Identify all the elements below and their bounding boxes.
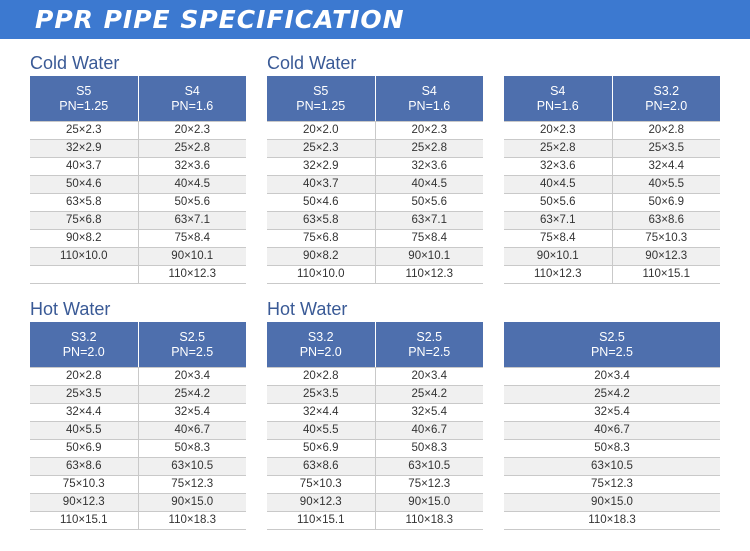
table-row (504, 194, 720, 212)
table-cell: 25×3.5 (303, 388, 339, 400)
table-row (30, 176, 246, 194)
table-cell: 90×10.1 (375, 248, 484, 265)
table-cell: 32×4.4 (66, 406, 102, 418)
series-label: S3.2 (307, 329, 334, 344)
table-cell: 25×2.3 (66, 124, 102, 136)
column-header (375, 322, 484, 367)
table-row (504, 494, 720, 512)
table-cell: 63×10.5 (591, 460, 633, 472)
table-cell: 63×10.5 (138, 458, 247, 475)
spec-table-hot-water-3 (504, 322, 720, 530)
table-cell: 20×3.4 (138, 368, 247, 385)
series-label: S3.2 (653, 83, 680, 98)
pressure-label: PN=1.6 (408, 98, 451, 113)
table-row (30, 122, 246, 140)
table-cell: 40×4.5 (138, 176, 247, 193)
table-cell: 90×15.0 (138, 494, 247, 511)
table-cell (30, 266, 138, 283)
table-cell: 50×8.3 (138, 440, 247, 457)
table-row (504, 458, 720, 476)
table-header (504, 322, 720, 367)
table-row (30, 158, 246, 176)
table-cell: 25×3.5 (66, 388, 102, 400)
table-cell: 110×12.3 (534, 268, 582, 280)
table-row (267, 422, 483, 440)
pressure-label: PN=2.0 (62, 344, 105, 359)
table-cell: 75×12.3 (138, 476, 247, 493)
column-header (504, 322, 720, 367)
table-cell: 63×7.1 (375, 212, 484, 229)
table-cell: 90×12.3 (62, 496, 105, 508)
table-cell: 50×6.9 (612, 194, 721, 211)
table-cell: 50×4.6 (66, 178, 102, 190)
table-header (267, 322, 483, 367)
table-row (504, 440, 720, 458)
table-cell: 50×6.9 (66, 442, 102, 454)
table-cell: 90×15.0 (375, 494, 484, 511)
table-cell: 32×5.4 (138, 404, 247, 421)
table-row (267, 140, 483, 158)
table-row (504, 212, 720, 230)
table-row (504, 386, 720, 404)
table-row (504, 176, 720, 194)
table-row (30, 266, 246, 284)
table-row (267, 248, 483, 266)
table-cell: 75×10.3 (299, 478, 342, 490)
spec-table-cold-water-2 (267, 76, 483, 284)
table-cell: 75×8.4 (138, 230, 247, 247)
table-row (30, 422, 246, 440)
table-cell: 50×5.6 (375, 194, 484, 211)
table-cell: 32×4.4 (303, 406, 339, 418)
table-cell: 75×6.8 (303, 232, 339, 244)
table-cell: 90×12.3 (612, 248, 721, 265)
table-cell: 20×2.3 (375, 122, 484, 139)
table-cell: 25×4.2 (594, 388, 630, 400)
series-label: S4 (550, 83, 566, 98)
table-cell: 25×4.2 (375, 386, 484, 403)
table-cell: 50×5.6 (540, 196, 576, 208)
table-cell: 63×5.8 (303, 214, 339, 226)
table-row (504, 122, 720, 140)
table-cell: 40×5.5 (66, 424, 102, 436)
table-row (267, 266, 483, 284)
table-row (504, 404, 720, 422)
table-header (30, 322, 246, 367)
table-header (504, 76, 720, 121)
section-heading-hot-water: Hot Water (30, 299, 111, 319)
table-cell: 75×6.8 (66, 214, 102, 226)
table-row (30, 194, 246, 212)
table-row (267, 212, 483, 230)
table-cell: 20×2.3 (138, 122, 247, 139)
table-row (267, 458, 483, 476)
table-cell: 50×8.3 (375, 440, 484, 457)
table-body (504, 367, 720, 530)
table-body (267, 367, 483, 530)
table-row (267, 404, 483, 422)
table-row (267, 194, 483, 212)
series-label: S2.5 (416, 329, 443, 344)
table-row (504, 230, 720, 248)
table-row (30, 212, 246, 230)
column-header (30, 322, 138, 367)
table-cell: 50×5.6 (138, 194, 247, 211)
table-cell: 20×3.4 (375, 368, 484, 385)
pressure-label: PN=1.6 (171, 98, 214, 113)
table-cell: 90×15.0 (591, 496, 633, 508)
table-row (267, 122, 483, 140)
section-heading-cold-water: Cold Water (30, 53, 120, 73)
series-label: S3.2 (70, 329, 97, 344)
table-cell: 20×2.0 (303, 124, 339, 136)
table-cell: 25×4.2 (138, 386, 247, 403)
pressure-label: PN=1.6 (536, 98, 579, 113)
series-label: S4 (421, 83, 437, 98)
table-cell: 110×18.3 (138, 512, 247, 529)
table-cell: 90×10.1 (536, 250, 579, 262)
spec-table-hot-water-2 (267, 322, 483, 530)
table-cell: 90×12.3 (299, 496, 342, 508)
table-cell: 75×10.3 (612, 230, 721, 247)
page-title: PPR PIPE SPECIFICATION (35, 5, 405, 34)
table-row (267, 368, 483, 386)
table-cell: 110×18.3 (375, 512, 484, 529)
table-row (30, 512, 246, 530)
table-cell: 90×10.1 (138, 248, 247, 265)
table-cell: 25×2.3 (303, 142, 339, 154)
table-cell: 32×5.4 (594, 406, 630, 418)
pressure-label: PN=2.5 (408, 344, 451, 359)
pressure-label: PN=1.25 (59, 98, 109, 113)
table-cell: 40×4.5 (375, 176, 484, 193)
column-header (267, 76, 375, 121)
column-header (267, 322, 375, 367)
table-row (267, 512, 483, 530)
table-cell: 32×3.6 (540, 160, 576, 172)
spec-table-cold-water-1 (30, 76, 246, 284)
table-row (267, 158, 483, 176)
table-cell: 75×12.3 (375, 476, 484, 493)
table-cell: 25×2.8 (375, 140, 484, 157)
table-row (267, 230, 483, 248)
table-cell: 40×6.7 (375, 422, 484, 439)
table-row (30, 440, 246, 458)
table-cell: 110×10.0 (297, 268, 345, 280)
column-header (138, 76, 247, 121)
table-cell: 75×8.4 (540, 232, 576, 244)
table-cell: 110×12.3 (138, 266, 247, 283)
column-header (30, 76, 138, 121)
table-cell: 63×5.8 (66, 196, 102, 208)
table-cell: 20×2.8 (303, 370, 339, 382)
table-row (504, 248, 720, 266)
table-row (267, 386, 483, 404)
pressure-label: PN=2.5 (590, 344, 634, 359)
table-cell: 110×12.3 (375, 266, 484, 283)
table-cell: 75×8.4 (375, 230, 484, 247)
table-row (267, 176, 483, 194)
table-cell: 63×7.1 (540, 214, 576, 226)
table-cell: 32×3.6 (375, 158, 484, 175)
table-cell: 20×2.8 (612, 122, 721, 139)
series-label: S4 (184, 83, 200, 98)
table-cell: 75×12.3 (591, 478, 633, 490)
table-row (504, 158, 720, 176)
table-row (504, 266, 720, 284)
table-cell: 40×4.5 (540, 178, 576, 190)
table-cell: 20×2.8 (66, 370, 102, 382)
table-row (267, 440, 483, 458)
table-row (504, 476, 720, 494)
table-cell: 110×15.1 (612, 266, 721, 283)
table-body (267, 121, 483, 284)
pressure-label: PN=2.5 (171, 344, 214, 359)
spec-table-cold-water-3 (504, 76, 720, 284)
table-cell: 40×6.7 (594, 424, 630, 436)
table-row (30, 248, 246, 266)
pressure-label: PN=1.25 (296, 98, 346, 113)
table-row (30, 476, 246, 494)
table-row (30, 368, 246, 386)
table-cell: 90×8.2 (303, 250, 339, 262)
table-row (30, 386, 246, 404)
table-row (504, 512, 720, 530)
table-row (30, 404, 246, 422)
table-cell: 40×5.5 (612, 176, 721, 193)
table-header (267, 76, 483, 121)
table-cell: 20×3.4 (594, 370, 630, 382)
table-cell: 40×3.7 (66, 160, 102, 172)
table-cell: 25×2.8 (138, 140, 247, 157)
table-cell: 32×2.9 (66, 142, 102, 154)
table-row (267, 476, 483, 494)
table-row (30, 494, 246, 512)
column-header (504, 76, 612, 121)
table-body (30, 121, 246, 284)
table-cell: 32×3.6 (138, 158, 247, 175)
table-cell: 50×4.6 (303, 196, 339, 208)
table-cell: 32×4.4 (612, 158, 721, 175)
table-row (30, 140, 246, 158)
series-label: S2.5 (179, 329, 206, 344)
table-row (504, 140, 720, 158)
table-row (504, 368, 720, 386)
table-cell: 63×8.6 (612, 212, 721, 229)
column-header (375, 76, 484, 121)
table-cell: 40×6.7 (138, 422, 247, 439)
series-label: S2.5 (599, 329, 625, 344)
table-cell: 20×2.3 (540, 124, 576, 136)
table-row (267, 494, 483, 512)
series-label: S5 (313, 83, 329, 98)
spec-table-hot-water-1 (30, 322, 246, 530)
table-cell: 90×8.2 (66, 232, 102, 244)
title-banner (0, 0, 750, 39)
table-cell: 110×18.3 (588, 514, 636, 526)
table-body (30, 367, 246, 530)
table-cell: 110×10.0 (60, 250, 108, 262)
table-cell: 25×3.5 (612, 140, 721, 157)
table-cell: 63×8.6 (303, 460, 339, 472)
table-cell: 50×6.9 (303, 442, 339, 454)
section-heading-cold-water: Cold Water (267, 53, 357, 73)
table-header (30, 76, 246, 121)
table-cell: 63×7.1 (138, 212, 247, 229)
table-row (30, 458, 246, 476)
table-cell: 40×5.5 (303, 424, 339, 436)
table-body (504, 121, 720, 284)
pressure-label: PN=2.0 (299, 344, 342, 359)
column-header (612, 76, 721, 121)
pressure-label: PN=2.0 (645, 98, 688, 113)
section-heading-hot-water: Hot Water (267, 299, 348, 319)
table-row (30, 230, 246, 248)
table-row (504, 422, 720, 440)
table-cell: 110×15.1 (297, 514, 345, 526)
table-cell: 40×3.7 (303, 178, 339, 190)
series-label: S5 (76, 83, 92, 98)
table-cell: 110×15.1 (60, 514, 108, 526)
table-cell: 63×8.6 (66, 460, 102, 472)
column-header (138, 322, 247, 367)
table-cell: 63×10.5 (375, 458, 484, 475)
table-cell: 32×2.9 (303, 160, 339, 172)
table-cell: 25×2.8 (540, 142, 576, 154)
table-cell: 32×5.4 (375, 404, 484, 421)
table-cell: 75×10.3 (62, 478, 105, 490)
table-cell: 50×8.3 (594, 442, 630, 454)
